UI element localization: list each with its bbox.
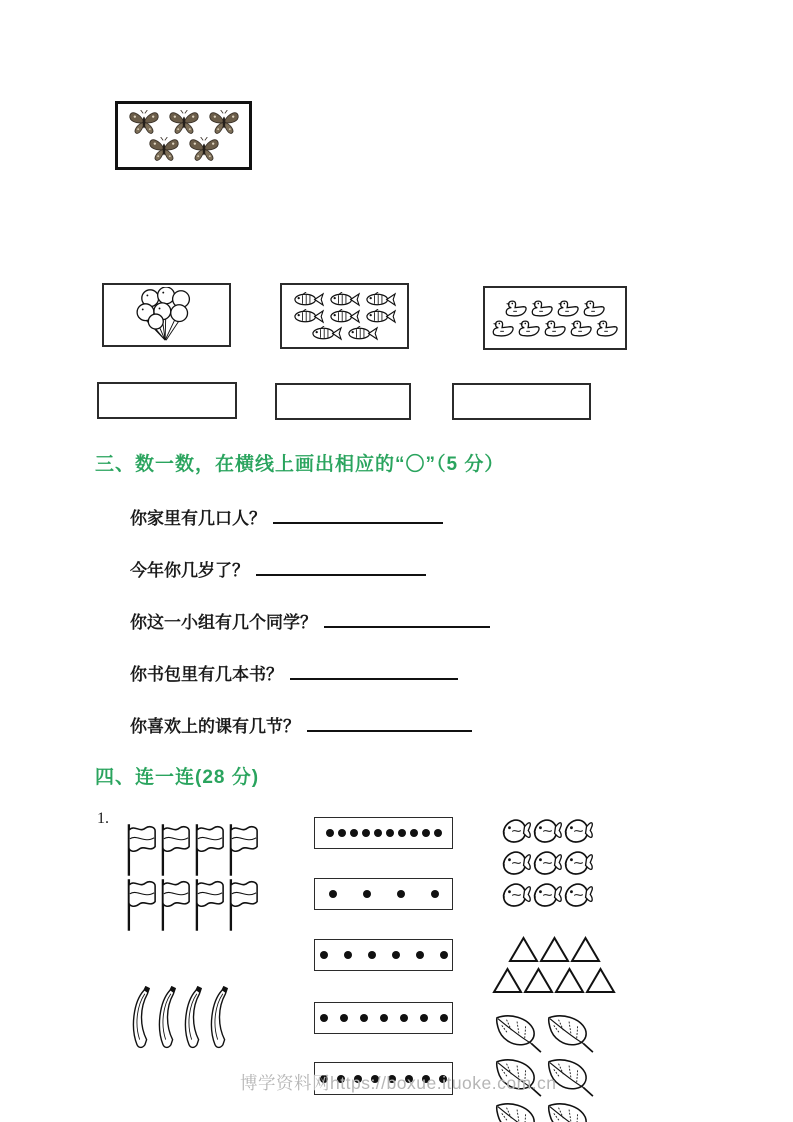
dot (431, 890, 439, 898)
leaf-icon (493, 1012, 543, 1054)
ducks-picture-box (483, 286, 627, 350)
butterfly-icon (186, 137, 222, 162)
question-2 (130, 556, 426, 581)
banana-icon (157, 982, 183, 1054)
leaves-group (492, 1012, 596, 1122)
flag-icon (193, 823, 227, 876)
fish-small-icon (328, 292, 362, 307)
flag-icon (193, 878, 227, 931)
section-three-heading: 三、数一数，在横线上画出相应的“〇”（5 分） (95, 454, 505, 475)
flag-icon (159, 823, 193, 876)
flag-icon (125, 823, 159, 876)
dot (398, 829, 406, 837)
question-5 (130, 712, 472, 737)
bananas-group (128, 982, 238, 1058)
leaf-icon (545, 1100, 595, 1122)
fish-small-icon (292, 309, 326, 324)
balloons-picture-box (102, 283, 231, 347)
dot-box-10[interactable] (314, 817, 453, 849)
triangle-icon (492, 967, 523, 994)
dot (362, 829, 370, 837)
item-number: 1. (97, 810, 109, 827)
dot (392, 951, 400, 959)
rfish-icon (563, 816, 594, 846)
dot (338, 829, 346, 837)
triangles-group (489, 934, 619, 996)
duck-icon (595, 319, 619, 339)
question-3 (130, 608, 490, 633)
butterfly-count-box (115, 101, 252, 170)
flags-group (122, 823, 264, 938)
duck-icon (569, 319, 593, 339)
answer-box-1[interactable] (97, 382, 237, 419)
leaf-icon (493, 1100, 543, 1122)
dot (326, 829, 334, 837)
dot (320, 951, 328, 959)
answer-box-2[interactable] (275, 383, 411, 420)
question-3-label: 你这一小组有几个同学？ (130, 613, 317, 632)
dot (440, 951, 448, 959)
fish-group (497, 815, 597, 915)
dot (360, 1014, 368, 1022)
rfish-icon (563, 848, 594, 878)
rfish-icon (501, 816, 532, 846)
dot (410, 829, 418, 837)
rfish-icon (532, 848, 563, 878)
duck-icon (504, 299, 528, 319)
duck-icon (543, 319, 567, 339)
dot (380, 1014, 388, 1022)
fish-small-icon (364, 309, 398, 324)
dot (368, 951, 376, 959)
duck-icon (517, 319, 541, 339)
dot (440, 1014, 448, 1022)
fish-small-icon (292, 292, 326, 307)
balloons-bunch-icon (120, 287, 214, 343)
dot (397, 890, 405, 898)
flag-icon (227, 878, 261, 931)
rfish-icon (532, 816, 563, 846)
triangle-icon (539, 936, 570, 963)
dot (434, 829, 442, 837)
section-four-heading: 四、连一连(28 分) (95, 767, 260, 788)
duck-icon (530, 299, 554, 319)
dot-box-7[interactable] (314, 1002, 453, 1034)
question-4-blank-line[interactable] (290, 661, 458, 680)
question-3-blank-line[interactable] (324, 609, 490, 628)
question-1-blank-line[interactable] (273, 505, 443, 524)
dot-box-4[interactable] (314, 878, 453, 910)
butterfly-icon (126, 110, 162, 135)
fish-small-icon (328, 309, 362, 324)
fish-small-icon (364, 292, 398, 307)
flag-icon (227, 823, 261, 876)
rfish-icon (501, 880, 532, 910)
fish-small-icon (310, 326, 344, 341)
rfish-icon (532, 880, 563, 910)
banana-icon (183, 982, 209, 1054)
flag-icon (125, 878, 159, 931)
dot (340, 1014, 348, 1022)
dot (329, 890, 337, 898)
question-4-label: 你书包里有几本书？ (130, 665, 283, 684)
triangle-icon (523, 967, 554, 994)
dot (416, 951, 424, 959)
watermark-text: 博学资料网https://boxue.ituoke.com.cn (240, 1073, 557, 1093)
triangle-icon (508, 936, 539, 963)
question-2-blank-line[interactable] (256, 557, 426, 576)
triangle-icon (570, 936, 601, 963)
rfish-icon (563, 880, 594, 910)
dot (320, 1014, 328, 1022)
question-5-blank-line[interactable] (307, 713, 472, 732)
question-4 (130, 660, 458, 685)
banana-icon (209, 982, 235, 1054)
triangle-icon (554, 967, 585, 994)
question-1 (130, 504, 443, 529)
dot (363, 890, 371, 898)
butterfly-icon (146, 137, 182, 162)
dot (422, 829, 430, 837)
question-2-label: 今年你几岁了？ (130, 561, 249, 580)
answer-box-3[interactable] (452, 383, 591, 420)
flag-icon (159, 878, 193, 931)
duck-icon (556, 299, 580, 319)
triangle-icon (585, 967, 616, 994)
dot (420, 1014, 428, 1022)
duck-icon (491, 319, 515, 339)
fish-small-icon (346, 326, 380, 341)
question-5-label: 你喜欢上的课有几节？ (130, 717, 300, 736)
banana-icon (131, 982, 157, 1054)
dot (400, 1014, 408, 1022)
question-1-label: 你家里有几口人？ (130, 509, 266, 528)
butterfly-icon (166, 110, 202, 135)
butterfly-icon (206, 110, 242, 135)
fish-picture-box (280, 283, 409, 349)
dot (350, 829, 358, 837)
rfish-icon (501, 848, 532, 878)
leaf-icon (545, 1012, 595, 1054)
dot (374, 829, 382, 837)
dot (386, 829, 394, 837)
dot (344, 951, 352, 959)
dot-box-6[interactable] (314, 939, 453, 971)
duck-icon (582, 299, 606, 319)
